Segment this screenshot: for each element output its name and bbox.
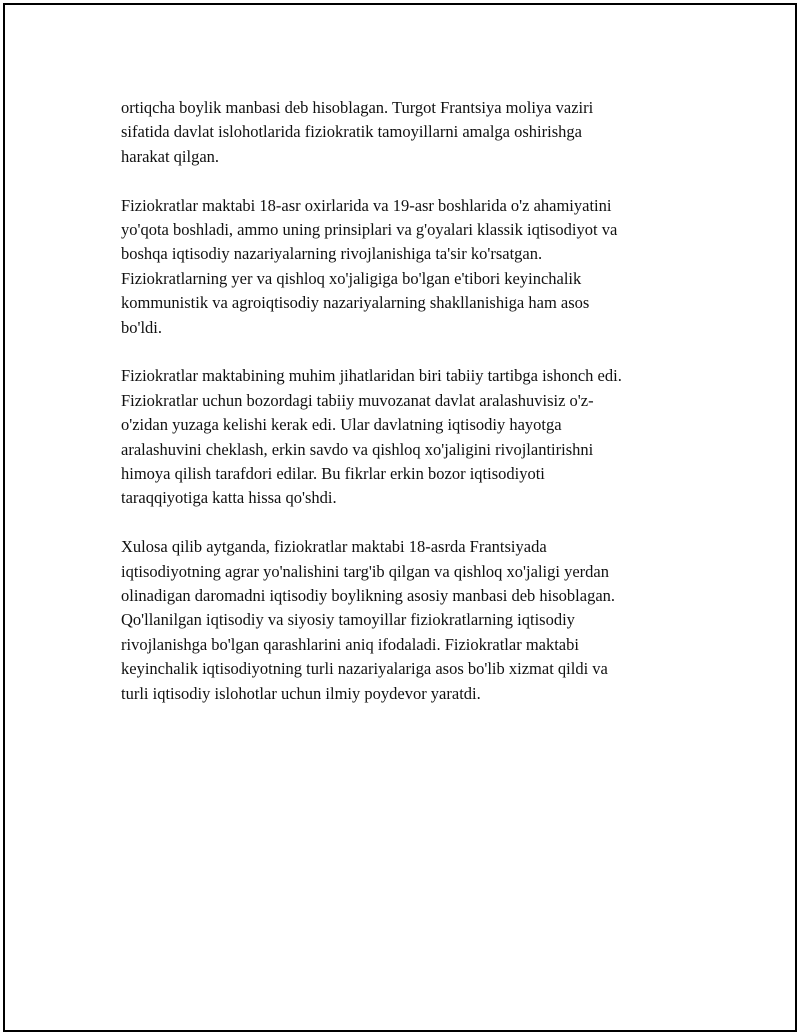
paragraph-4: Xulosa qilib aytganda, fiziokratlar maktabi 18-asrda Frantsiyada iqtisodiyotning agrar yo'nalishini targ'ib qilgan va qishloq xo'jaligi yerdan olinadigan daromadni iqtisodiy boylikning asosiy manbasi deb hisoblagan. Qo'llanilgan iqtisodiy va siyosiy tamoyillar fiziokratlarning iqtisodiy rivojlanishga bo'lgan qarashlarini aniq ifodaladi. Fiziokratlar maktabi keyinchalik iqtisodiyotning turli nazariyalariga asos bo'lib xizmat qildi va turli iqtisodiy islohotlar uchun ilmiy poydevor yaratdi.: [121, 537, 616, 703]
document-body: [121, 96, 697, 731]
paragraph-2: Fiziokratlar maktabi 18-asr oxirlarida va 19-asr boshlarida o'z ahamiyatini yo'qota boshladi, ammo uning prinsiplari va g'oyalari klassik iqtisodiyot va boshqa iqtisodiy nazariyalarning rivojlanishiga ta'sir ko'rsatgan. Fiziokratlarning yer va qishloq xo'jaligiga bo'lgan e'tibori keyinchalik kommunistik va agroiqtisodiy nazariyalarning shakllanishiga ham asos bo'ldi.: [121, 195, 618, 337]
page-frame: [3, 3, 797, 1032]
paragraph-3: Fiziokratlar maktabining muhim jihatlaridan biri tabiiy tartibga ishonch edi. Fiziokratlar uchun bozordagi tabiiy muvozanat davlat aralashuvisiz o'z- o'zidan yuzaga kelishi kerak edi. Ular davlatning iqtisodiy hayotga aralashuvini cheklash, erkin savdo va qishloq xo'jaligini rivojlantirishni himoya qilish tarafdori edilar. Bu fikrlar erkin bozor iqtisodiyoti taraqqiyotiga katta hissa qo'shdi.: [121, 366, 622, 508]
paragraph-1: ortiqcha boylik manbasi deb hisoblagan. Turgot Frantsiya moliya vaziri sifatida davlat islohotlarida fiziokratik tamoyillarni amalga oshirishga harakat qilgan.: [121, 98, 594, 166]
